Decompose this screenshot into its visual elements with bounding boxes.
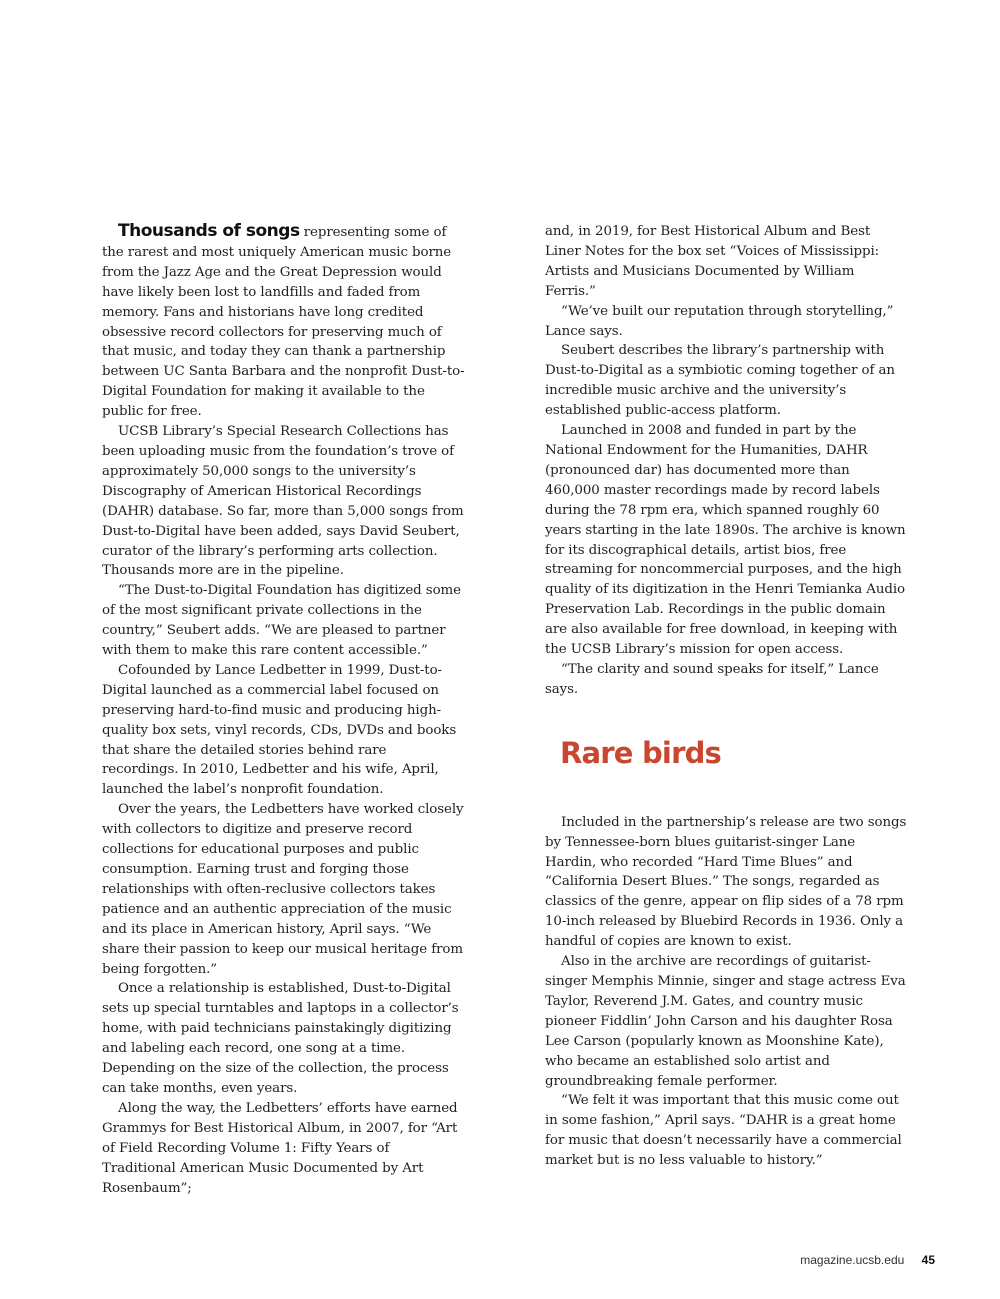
article-paragraph: “The clarity and sound speaks for itself,” Lance says.: [545, 661, 879, 697]
article-paragraph: Over the years, the Ledbetters have worked closely with collectors to digitize and preserve record collections for educational purposes and public consumption. Earning trust and forging those relationships with often-reclusive collectors takes patience and an authentic appreciation of the music and its place in American history, April says. “We share their passion to keep our musical heritage from being forgotten.”: [102, 802, 464, 977]
article-paragraph: [102, 222, 465, 422]
article-paragraph: Also in the archive are recordings of guitarist-singer Memphis Minnie, singer and stage actress Eva Taylor, Reverend J.M. Gates, and country music pioneer Fiddlin’ John Carson and his daughter Rosa Lee Carson (popularly known as Moonshine Kate), who became an established solo artist and groundbreaking female performer.: [545, 954, 906, 1089]
left-column: [102, 222, 465, 1198]
article-paragraph: Launched in 2008 and funded in part by the National Endowment for the Humanities, DAHR (pronounced dar) has documented more than 460,000 master recordings made by record labels during the 78 rpm era, which spanned roughly 60 years starting in the late 1890s. The archive is known for its discographical details, artist bios, free streaming for noncommercial purposes, and the high quality of its digitization in the Henri Temianka Audio Preservation Lab. Recordings in the public domain are also available for free download, in keeping with the UCSB Library’s mission for open access.: [545, 423, 906, 658]
article-paragraph: “The Dust-to-Digital Foundation has digitized some of the most significant private collections in the country,” Seubert adds. “We are pleased to partner with them to make this rare content accessible.”: [102, 583, 461, 659]
article-paragraph: Included in the partnership’s release are two songs by Tennessee-born blues guitarist-singer Lane Hardin, who recorded “Hard Time Blues” and “California Desert Blues.” The songs, regarded as classics of the genre, appear on flip sides of a 78 rpm 10-inch released by Bluebird Records in 1936. Only a handful of copies are known to exist.: [545, 814, 907, 950]
article-paragraph: Cofounded by Lance Ledbetter in 1999, Dust-to-Digital launched as a commercial label focused on preserving hard-to-find music and producing high-quality box sets, vinyl records, CDs, DVDs and books that share the detailed stories behind rare recordings. In 2010, Ledbetter and his wife, April, launched the label’s nonprofit foundation.: [102, 662, 457, 798]
article-paragraph: Along the way, the Ledbetters’ efforts have earned Grammys for Best Historical Album, in 2007, for “Art of Field Recording Volume 1: Fifty Years of Traditional American Music Documented by Art Rosenbaum”;: [102, 1100, 458, 1196]
article-paragraph: “We felt it was important that this music come out in some fashion,” April says. “DAHR is a great home for music that doesn’t necessarily have a commercial market but is no less valuable to history.”: [545, 1093, 902, 1169]
lead-in: Thousands of songs: [118, 221, 300, 241]
section-heading: Rare birds: [560, 735, 721, 770]
article-paragraph-continued: and, in 2019, for Best Historical Album and Best Liner Notes for the box set “Voices of Mississippi: Artists and Musicians Documented by William Ferris.”: [545, 224, 880, 299]
article-paragraph: “We’ve built our reputation through storytelling,” Lance says.: [545, 303, 894, 339]
article-paragraph: Once a relationship is established, Dust-to-Digital sets up special turntables and laptops in a collector’s home, with paid technicians painstakingly digitizing and labeling each record, one song at a time. Depending on the size of the collection, the process can take months, even years.: [102, 981, 459, 1096]
page-footer: [800, 1253, 935, 1267]
footer-url[interactable]: magazine.ucsb.edu: [800, 1253, 905, 1267]
paragraph-text: representing some of the rarest and most uniquely American music borne from the Jazz Age and the Great Depression would have likely been lost to landfills and faded from memory. Fans and historians have long credited obsessive record collectors for preserving much of that music, and today they can thank a partnership between UC Santa Barbara and the nonprofit Dust-to-Digital Foundation for making it available to the public for free.: [102, 225, 465, 420]
page-number: 45: [921, 1253, 935, 1267]
right-column: [545, 222, 908, 1171]
article-paragraph: Seubert describes the library’s partnership with Dust-to-Digital as a symbiotic coming together of an incredible music archive and the university’s established public-access platform.: [545, 343, 895, 419]
article-paragraph: UCSB Library’s Special Research Collections has been uploading music from the foundation’s trove of approximately 50,000 songs to the university’s Discography of American Historical Recordings (DAHR) database. So far, more than 5,000 songs from Dust-to-Digital have been added, says David Seubert, curator of the library’s performing arts collection. Thousands more are in the pipeline.: [102, 424, 464, 579]
